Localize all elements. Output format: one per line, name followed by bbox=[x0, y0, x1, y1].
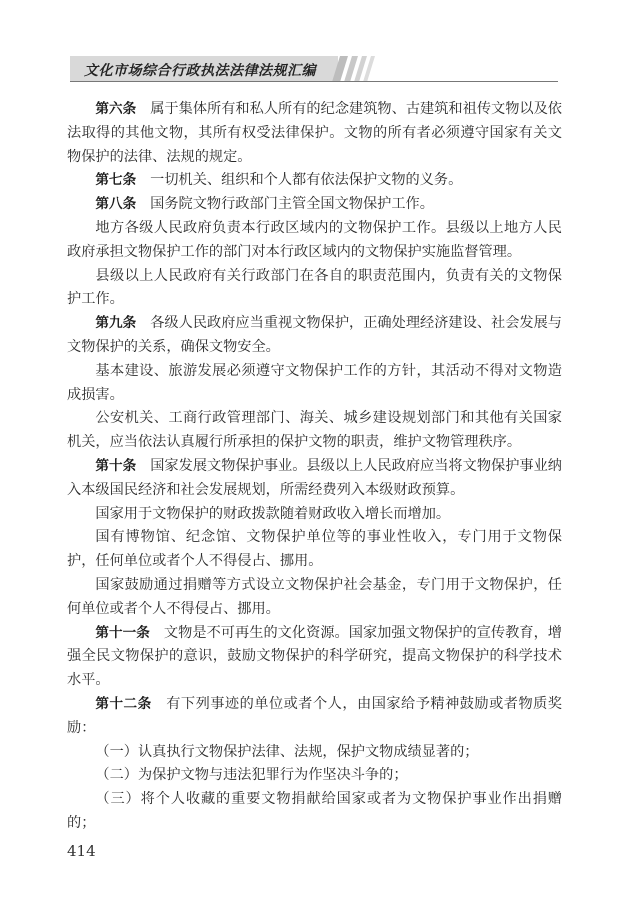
header-title: 文化市场综合行政执法法律法规汇编 bbox=[84, 63, 316, 79]
paragraph-text: 公安机关、工商行政管理部门、海关、城乡建设规划部门和其他有关国家机关，应当依法认真履行所承担的保护文物的职责，维护文物管理秩序。 bbox=[67, 410, 562, 451]
paragraph-text: 国家鼓励通过捐赠等方式设立文物保护社会基金，专门用于文物保护，任何单位或者个人不得侵占、挪用。 bbox=[67, 576, 562, 617]
paragraph-article-8 bbox=[67, 193, 562, 217]
article-number: 第十二条 bbox=[95, 695, 152, 712]
paragraph bbox=[67, 265, 562, 313]
document-body bbox=[67, 98, 562, 836]
header-rule bbox=[70, 81, 558, 82]
paragraph bbox=[67, 526, 562, 574]
paragraph-text: 县级以上人民政府有关行政部门在各自的职责范围内，负责有关的文物保护工作。 bbox=[67, 267, 562, 308]
paragraph bbox=[67, 217, 562, 265]
paragraph-article-9 bbox=[67, 312, 562, 360]
paragraph-text: （一）认真执行文物保护法律、法规，保护文物成绩显著的； bbox=[95, 743, 479, 760]
paragraph bbox=[67, 407, 562, 455]
paragraph-article-12 bbox=[67, 693, 562, 741]
paragraph bbox=[67, 360, 562, 408]
paragraph-text: 地方各级人民政府负责本行政区域内的文物保护工作。县级以上地方人民政府承担文物保护工作的部门对本行政区域内的文物保护实施监督管理。 bbox=[67, 219, 562, 260]
article-number: 第十条 bbox=[95, 457, 137, 474]
article-number: 第七条 bbox=[95, 172, 137, 189]
page-number: 414 bbox=[67, 842, 96, 860]
article-number: 第十一条 bbox=[95, 624, 150, 641]
paragraph-text: 基本建设、旅游发展必须遵守文物保护工作的方针，其活动不得对文物造成损害。 bbox=[67, 362, 562, 403]
header-stripes-decoration bbox=[310, 56, 380, 82]
list-item bbox=[67, 764, 562, 788]
paragraph-text: 国家发展文物保护事业。县级以上人民政府应当将文物保护事业纳入本级国民经济和社会发展规划，所需经费列入本级财政预算。 bbox=[67, 457, 562, 498]
paragraph-article-6 bbox=[67, 98, 562, 169]
paragraph bbox=[67, 574, 562, 622]
article-number: 第九条 bbox=[95, 315, 137, 332]
paragraph-text: 国有博物馆、纪念馆、文物保护单位等的事业性收入，专门用于文物保护，任何单位或者个人不得侵占、挪用。 bbox=[67, 529, 562, 570]
paragraph-text: （二）为保护文物与违法犯罪行为作坚决斗争的； bbox=[95, 767, 408, 784]
list-item bbox=[67, 788, 562, 836]
running-header bbox=[70, 56, 558, 82]
paragraph bbox=[67, 503, 562, 527]
paragraph-text: 文物是不可再生的文化资源。国家加强文物保护的宣传教育，增强全民文物保护的意识，鼓励文物保护的科学研究，提高文物保护的科学技术水平。 bbox=[67, 624, 562, 689]
list-item bbox=[67, 741, 562, 765]
article-number: 第六条 bbox=[95, 101, 137, 117]
paragraph-text: 国家用于文物保护的财政拨款随着财政收入增长而增加。 bbox=[95, 505, 451, 522]
paragraph-article-7 bbox=[67, 169, 562, 193]
paragraph-article-10 bbox=[67, 455, 562, 503]
article-number: 第八条 bbox=[95, 196, 137, 213]
paragraph-text: 属于集体所有和私人所有的纪念建筑物、古建筑和祖传文物以及依法取得的其他文物，其所有权受法律保护。文物的所有者必须遵守国家有关文物保护的法律、法规的规定。 bbox=[67, 101, 562, 165]
paragraph-article-11 bbox=[67, 622, 562, 693]
paragraph-text: 国务院文物行政部门主管全国文物保护工作。 bbox=[150, 196, 434, 213]
paragraph-text: （三）将个人收藏的重要文物捐献给国家或者为文物保护事业作出捐赠的； bbox=[67, 791, 562, 831]
paragraph-text: 有下列事迹的单位或者个人，由国家给予精神鼓励或者物质奖励： bbox=[67, 695, 562, 736]
paragraph-text: 一切机关、组织和个人都有依法保护文物的义务。 bbox=[150, 172, 463, 189]
paragraph-text: 各级人民政府应当重视文物保护，正确处理经济建设、社会发展与文物保护的关系，确保文物安全。 bbox=[67, 315, 562, 355]
